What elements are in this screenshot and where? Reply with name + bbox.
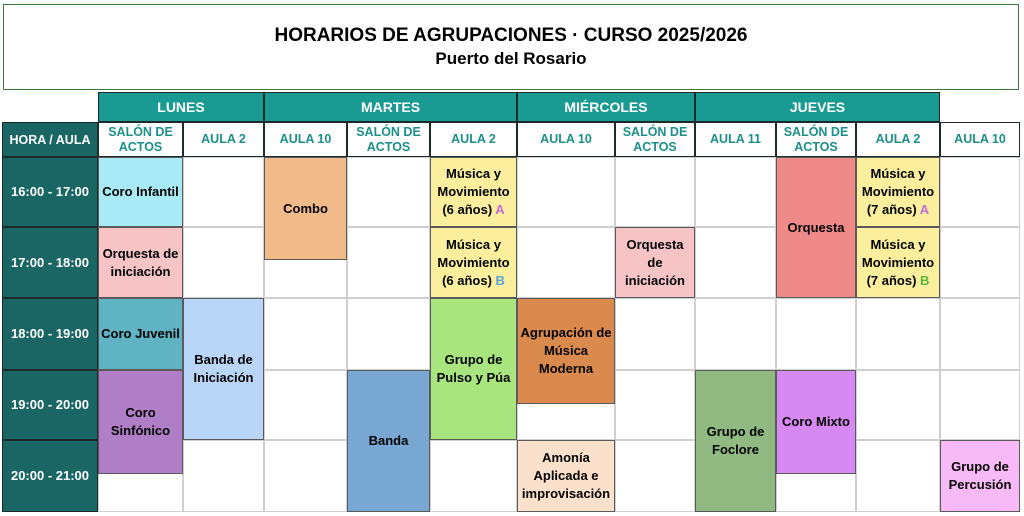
room-header-label: AULA 2 xyxy=(201,132,246,146)
event-grupo-percusion xyxy=(940,440,1020,512)
day-header xyxy=(98,92,264,122)
event-musica-mov-6b xyxy=(430,227,517,298)
time-slot xyxy=(2,440,98,512)
room-header xyxy=(430,122,517,157)
day-header-label: MIÉRCOLES xyxy=(564,99,648,115)
empty-slot xyxy=(856,298,940,370)
event-label: Coro Mixto xyxy=(782,414,850,429)
corner-header-label: HORA / AULA xyxy=(9,132,91,147)
time-slot-label: 16:00 - 17:00 xyxy=(10,184,90,199)
event-grupo-pulso-pua xyxy=(430,298,517,440)
event-armonia-aplicada xyxy=(517,440,615,512)
event-label: Grupo de Foclore xyxy=(706,424,765,457)
day-header-label: JUEVES xyxy=(789,99,846,115)
room-header xyxy=(940,122,1020,157)
time-slot-label: 17:00 - 18:00 xyxy=(10,254,90,270)
empty-slot xyxy=(695,298,776,370)
page-title: HORARIOS DE AGRUPACIONES · CURSO 2025/2026 xyxy=(274,25,748,46)
empty-slot xyxy=(347,298,430,370)
group-marker: A xyxy=(919,202,930,217)
event-banda-iniciacion xyxy=(183,298,264,440)
event-coro-juvenil xyxy=(98,298,183,370)
empty-slot xyxy=(264,370,347,440)
time-slot xyxy=(2,227,98,298)
empty-slot xyxy=(940,298,1020,370)
empty-slot xyxy=(430,440,517,512)
event-label: Orquesta de iniciación xyxy=(102,245,179,279)
room-header xyxy=(347,122,430,157)
event-label: Coro Sinfónico xyxy=(110,405,171,438)
event-label: Banda xyxy=(368,433,409,448)
event-agrupacion-musica-moderna xyxy=(517,298,615,404)
empty-slot xyxy=(940,227,1020,298)
empty-slot xyxy=(940,370,1020,440)
room-header xyxy=(615,122,695,157)
room-header xyxy=(695,122,776,157)
empty-slot xyxy=(183,227,264,298)
event-coro-sinfonico xyxy=(98,370,183,474)
time-slot xyxy=(2,370,98,440)
room-header-label: AULA 10 xyxy=(279,132,332,146)
event-label: Música y Movimiento (6 años) B xyxy=(437,236,510,288)
day-header-label: LUNES xyxy=(157,99,205,115)
event-label: Coro Juvenil xyxy=(101,326,180,341)
event-label: Orquesta de iniciación xyxy=(625,236,685,288)
empty-slot xyxy=(695,157,776,227)
group-marker: B xyxy=(920,272,930,288)
empty-slot xyxy=(695,227,776,298)
room-header-label: AULA 10 xyxy=(540,132,592,146)
time-slot-label: 20:00 - 21:00 xyxy=(10,468,90,483)
room-header xyxy=(856,122,940,157)
event-orquesta-iniciacion-miercoles xyxy=(615,227,695,298)
event-label: Grupo de Percusión xyxy=(948,459,1012,492)
room-header-label: AULA 10 xyxy=(954,132,1006,146)
room-header-label: AULA 2 xyxy=(451,132,496,146)
empty-slot xyxy=(183,440,264,512)
room-header xyxy=(98,122,183,157)
event-label: Amonía Aplicada e improvisación xyxy=(521,450,611,501)
empty-slot xyxy=(856,370,940,440)
day-header xyxy=(264,92,517,122)
room-header-label: SALÓN DE ACTOS xyxy=(783,124,849,154)
event-grupo-foclore xyxy=(695,370,776,512)
group-marker: B xyxy=(495,272,505,288)
event-coro-infantil xyxy=(98,157,183,227)
page-subtitle: Puerto del Rosario xyxy=(435,49,587,68)
empty-slot xyxy=(517,227,615,298)
event-label: Orquesta xyxy=(787,219,845,235)
empty-slot xyxy=(264,298,347,370)
event-orquesta-iniciacion-lunes xyxy=(98,227,183,298)
event-combo xyxy=(264,157,347,260)
event-label: Banda de Iniciación xyxy=(193,352,254,385)
empty-slot xyxy=(615,298,695,370)
room-header xyxy=(183,122,264,157)
room-header xyxy=(517,122,615,157)
room-header-label: SALÓN DE ACTOS xyxy=(108,124,173,154)
event-musica-mov-6a xyxy=(430,157,517,227)
empty-slot xyxy=(347,227,430,298)
empty-slot xyxy=(856,440,940,512)
empty-slot xyxy=(517,157,615,227)
event-label: Música y Movimiento (6 años) A xyxy=(437,166,510,217)
empty-slot xyxy=(347,157,430,227)
event-orquesta xyxy=(776,157,856,298)
time-slot-label: 19:00 - 20:00 xyxy=(10,397,90,412)
empty-slot xyxy=(776,298,856,370)
time-slot-label: 18:00 - 19:00 xyxy=(10,326,90,341)
room-header-label: AULA 2 xyxy=(875,132,921,146)
empty-slot xyxy=(615,157,695,227)
room-header-label: AULA 11 xyxy=(710,132,761,146)
empty-slot xyxy=(615,370,695,440)
empty-slot xyxy=(940,157,1020,227)
room-header-label: SALÓN DE ACTOS xyxy=(622,124,688,154)
event-label: Música y Movimiento (7 años) A xyxy=(861,166,935,217)
event-musica-mov-7b xyxy=(856,227,940,298)
room-header-label: SALÓN DE ACTOS xyxy=(356,124,421,154)
event-coro-mixto xyxy=(776,370,856,474)
event-label: Combo xyxy=(283,200,328,216)
time-slot xyxy=(2,298,98,370)
event-label: Agrupación de Música Moderna xyxy=(520,325,612,376)
corner-header xyxy=(2,122,98,157)
event-musica-mov-7a xyxy=(856,157,940,227)
day-header xyxy=(695,92,940,122)
event-label: Coro Infantil xyxy=(102,184,179,199)
room-header xyxy=(776,122,856,157)
time-slot xyxy=(2,157,98,227)
empty-slot xyxy=(615,440,695,512)
event-label: Música y Movimiento (7 años) B xyxy=(861,236,935,288)
day-header-label: MARTES xyxy=(360,99,421,115)
group-marker: A xyxy=(495,202,505,217)
day-header xyxy=(517,92,695,122)
empty-slot xyxy=(183,157,264,227)
room-header xyxy=(264,122,347,157)
event-banda xyxy=(347,370,430,512)
event-label: Grupo de Pulso y Púa xyxy=(436,352,511,385)
empty-slot xyxy=(264,440,347,512)
